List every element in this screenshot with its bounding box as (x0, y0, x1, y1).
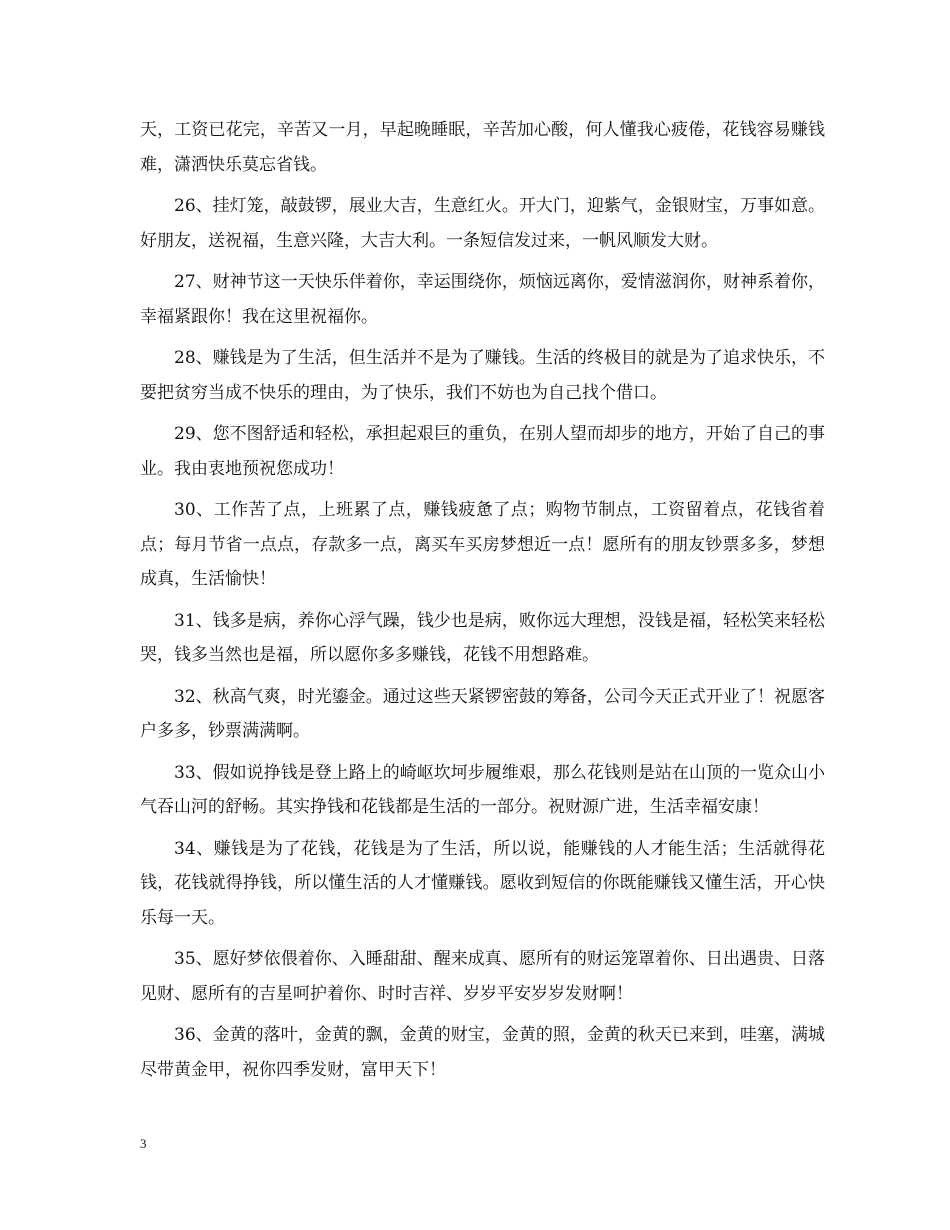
paragraph-34: 34、赚钱是为了花钱，花钱是为了生活，所以说，能赚钱的人才能生活；生活就得花钱，花钱就得挣钱，所以懂生活的人才懂赚钱。愿收到短信的你既能赚钱又懂生活，开心快乐每一天。 (140, 838, 825, 928)
paragraph-28: 28、赚钱是为了生活，但生活并不是为了赚钱。生活的终极目的就是为了追求快乐，不要把贫穷当成不快乐的理由，为了快乐，我们不妨也为自己找个借口。 (140, 348, 825, 403)
paragraph-31: 31、钱多是病，养你心浮气躁，钱少也是病，败你远大理想，没钱是福，轻松笑来轻松哭，钱多当然也是福，所以愿你多多赚钱，花钱不用想路难。 (140, 610, 825, 665)
paragraph-36: 36、金黄的落叶，金黄的飘，金黄的财宝，金黄的照，金黄的秋天已来到，哇塞，满城尽带黄金甲，祝你四季发财，富甲天下！ (140, 1025, 825, 1080)
paragraph-26: 26、挂灯笼，敲鼓锣，展业大吉，生意红火。开大门，迎紫气，金银财宝，万事如意。好朋友，送祝福，生意兴隆，大吉大利。一条短信发过来，一帆风顺发大财。 (140, 196, 825, 251)
paragraph-continuation: 天，工资已花完，辛苦又一月，早起晚睡眠，辛苦加心酸，何人懂我心疲倦，花钱容易赚钱难，潇洒快乐莫忘省钱。 (140, 120, 825, 175)
paragraph-27: 27、财神节这一天快乐伴着你，幸运围绕你，烦恼远离你，爱情滋润你，财神系着你，幸福紧跟你！我在这里祝福你。 (140, 272, 825, 327)
page-body (140, 113, 825, 1094)
paragraph-30: 30、工作苦了点，上班累了点，赚钱疲惫了点；购物节制点，工资留着点，花钱省着点；每月节省一点点，存款多一点，离买车买房梦想近一点！愿所有的朋友钞票多多，梦想成真，生活愉快！ (140, 500, 825, 589)
paragraph-29: 29、您不图舒适和轻松，承担起艰巨的重负，在别人望而却步的地方，开始了自己的事业。我由衷地预祝您成功！ (140, 424, 825, 479)
paragraph-33: 33、假如说挣钱是登上路上的崎岖坎坷步履维艰，那么花钱则是站在山顶的一览众山小气吞山河的舒畅。其实挣钱和花钱都是生活的一部分。祝财源广进，生活幸福安康！ (140, 762, 825, 817)
paragraph-35: 35、愿好梦依偎着你、入睡甜甜、醒来成真、愿所有的财运笼罩着你、日出遇贵、日落见财、愿所有的吉星呵护着你、时时吉祥、岁岁平安岁岁发财啊！ (140, 949, 825, 1004)
page-number: 3 (140, 1136, 147, 1151)
paragraph-32: 32、秋高气爽，时光鎏金。通过这些天紧锣密鼓的筹备，公司今天正式开业了！祝愿客户多多，钞票满满啊。 (140, 686, 825, 741)
